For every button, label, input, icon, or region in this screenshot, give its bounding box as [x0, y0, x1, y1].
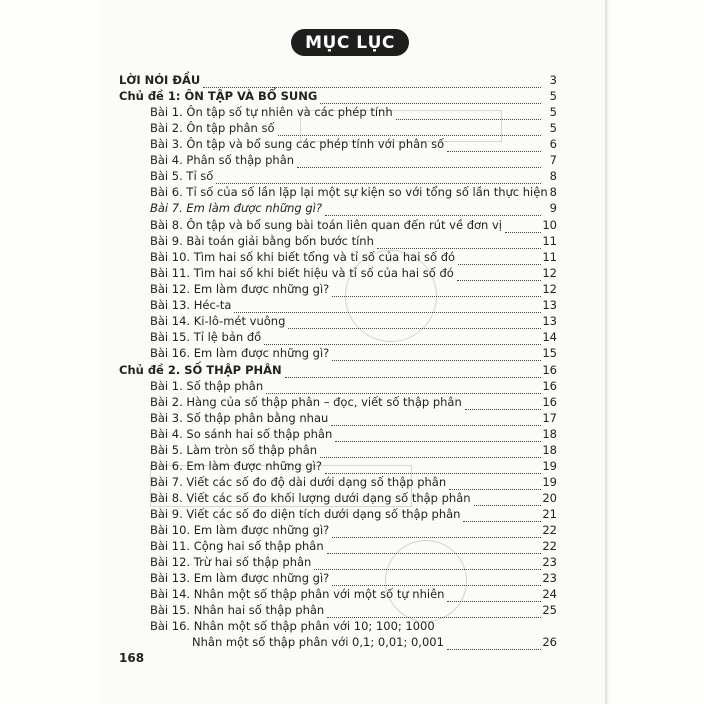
toc-entry: [150, 459, 557, 473]
dot-leader: [332, 282, 541, 297]
toc-entry-title: Bài 6. Em làm được những gì?: [150, 459, 322, 473]
toc-page-number: 10: [542, 218, 557, 232]
dot-leader: [332, 571, 541, 586]
toc-page-number: 8: [549, 169, 557, 183]
dot-leader: [327, 603, 541, 618]
toc-entry: [150, 603, 557, 617]
toc-entry-title: Bài 5. Tỉ số: [150, 169, 214, 183]
dot-leader: [325, 201, 541, 216]
toc-page-number: 12: [542, 266, 557, 280]
toc-heading: [119, 89, 557, 103]
toc-entry: [150, 379, 557, 393]
toc-page-number: 5: [549, 105, 557, 119]
toc-entry: [192, 635, 557, 649]
dot-leader: [285, 363, 541, 378]
toc-entry-title: Bài 6. Tỉ số của số lần lặp lại một sự kiện so với tổng số lần thực hiện: [150, 185, 548, 199]
toc-entry-title: Bài 14. Nhân một số thập phân với một số tự nhiên: [150, 587, 445, 601]
dot-leader: [234, 298, 541, 313]
toc-page-number: 24: [542, 587, 557, 601]
toc-page-number: 6: [549, 137, 557, 151]
toc-entry: [150, 443, 557, 457]
toc-page-number: 22: [542, 539, 557, 553]
toc-page-number: 3: [549, 73, 557, 87]
toc-page-number: 21: [542, 507, 557, 521]
dot-leader: [320, 443, 541, 458]
toc-page-number: 5: [549, 121, 557, 135]
dot-leader: [266, 379, 541, 394]
toc-page-number: 19: [542, 459, 557, 473]
toc-entry-title: Bài 4. Phân số thập phân: [150, 153, 295, 167]
toc-page-number: 13: [542, 298, 557, 312]
toc-entry: [150, 266, 557, 280]
toc-page-number: 8: [549, 185, 557, 199]
toc-entry: [150, 234, 557, 248]
toc-entry: [150, 411, 557, 425]
toc-entry: [150, 330, 557, 344]
toc-entry: [150, 523, 557, 537]
toc-entry: [150, 282, 557, 296]
toc-entry-title: Bài 16. Nhân một số thập phân với 10; 100; 1000: [150, 619, 435, 633]
dot-leader: [332, 346, 541, 361]
toc-entry-title: Bài 13. Em làm được những gì?: [150, 571, 330, 585]
toc-entry: [150, 218, 557, 232]
toc-page-number: 11: [542, 250, 557, 264]
toc-page-number: 13: [542, 314, 557, 328]
toc-entry: [150, 427, 557, 441]
toc-entry-title: Bài 10. Tìm hai số khi biết tổng và tỉ số của hai số đó: [150, 250, 456, 264]
toc-entry: [150, 475, 557, 489]
toc-page-number: 16: [542, 395, 557, 409]
toc-entry: [150, 587, 557, 601]
toc-entry: [150, 153, 557, 167]
toc-entry-title: Bài 8. Ôn tập và bổ sung bài toán liên quan đến rút về đơn vị: [150, 218, 502, 232]
toc-entry: [150, 201, 557, 215]
toc-page-number: 16: [542, 363, 557, 377]
toc-entry: [150, 121, 557, 135]
toc-page-number: 7: [549, 153, 557, 167]
toc-entry: [150, 571, 557, 585]
toc-page-number: 23: [542, 555, 557, 569]
toc-entry: [150, 346, 557, 360]
toc-entry-title: Bài 15. Tỉ lệ bản đồ: [150, 330, 262, 344]
toc-page-number: 20: [542, 491, 557, 505]
toc-entry-title: Bài 14. Ki-lô-mét vuông: [150, 314, 286, 328]
dot-leader: [331, 411, 541, 426]
dot-leader: [320, 89, 541, 104]
toc-entry: [150, 105, 557, 119]
toc-page-number: 18: [542, 443, 557, 457]
dot-leader: [377, 234, 541, 249]
toc-entry-title: Bài 13. Héc-ta: [150, 298, 232, 312]
toc-page-number: 17: [542, 411, 557, 425]
dot-leader: [332, 523, 541, 538]
page-number: 168: [119, 651, 145, 665]
toc-entry-title: Nhân một số thập phân với 0,1; 0,01; 0,001: [192, 635, 444, 649]
toc-entry-title: Bài 2. Ôn tập phân số: [150, 121, 275, 135]
dot-leader: [325, 459, 541, 474]
toc-entry: [150, 169, 557, 183]
dot-leader: [203, 73, 541, 88]
toc-entry: [150, 250, 557, 264]
toc-entry: [150, 555, 557, 569]
toc-entry-title: Bài 3. Ôn tập và bổ sung các phép tính với phân số: [150, 137, 445, 151]
toc-entry: [150, 619, 557, 633]
dot-leader: [264, 330, 541, 345]
toc-entry-title: Bài 9. Bài toán giải bằng bốn bước tính: [150, 234, 374, 248]
toc-entry-title: Bài 7. Em làm được những gì?: [150, 201, 322, 215]
toc-entry-title: Chủ đề 1: ÔN TẬP VÀ BỔ SUNG: [119, 89, 318, 103]
toc-entry-title: Bài 12. Em làm được những gì?: [150, 282, 330, 296]
toc-entry: [150, 491, 557, 505]
toc-entry-title: Bài 5. Làm tròn số thập phân: [150, 443, 318, 457]
dot-leader: [278, 121, 541, 136]
toc-entry-title: Bài 7. Viết các số đo độ dài dưới dạng số thập phân: [150, 475, 447, 489]
toc-entry: [150, 314, 557, 328]
dot-leader: [314, 555, 541, 570]
dot-leader: [327, 539, 541, 554]
toc-entry: [150, 137, 557, 151]
toc-entry: [150, 395, 557, 409]
toc-entry-title: LỜI NÓI ĐẦU: [119, 73, 201, 87]
toc-page-number: 23: [542, 571, 557, 585]
toc-entry-title: Bài 9. Viết các số đo diện tích dưới dạng số thập phân: [150, 507, 461, 521]
toc-entry: [150, 507, 557, 521]
toc-entry-title: Bài 1. Ôn tập số tự nhiên và các phép tính: [150, 105, 393, 119]
toc-entry-title: Bài 11. Tìm hai số khi biết hiệu và tỉ số của hai số đó: [150, 266, 454, 280]
toc-page-number: 18: [542, 427, 557, 441]
dot-leader: [216, 169, 541, 184]
toc-page-number: 26: [542, 635, 557, 649]
toc-entry-title: Bài 11. Cộng hai số thập phân: [150, 539, 324, 553]
dot-leader: [288, 314, 541, 329]
toc-heading: [119, 73, 557, 87]
toc-entry-title: Bài 3. Số thập phân bằng nhau: [150, 411, 329, 425]
toc-entry-title: Bài 4. So sánh hai số thập phân: [150, 427, 333, 441]
toc-entry-title: Bài 8. Viết các số đo khối lượng dưới dạng số thập phân: [150, 491, 471, 505]
toc-heading: [119, 363, 557, 377]
toc-entry-title: Bài 10. Em làm được những gì?: [150, 523, 330, 537]
toc-entry-title: Bài 16. Em làm được những gì?: [150, 346, 330, 360]
toc-page-number: 14: [542, 330, 557, 344]
toc-entry: [150, 539, 557, 553]
toc-entry-title: Bài 1. Số thập phân: [150, 379, 264, 393]
toc-entry-title: Bài 12. Trừ hai số thập phân: [150, 555, 312, 569]
toc-page-number: 25: [542, 603, 557, 617]
page-title: MỤC LỤC: [291, 29, 409, 56]
toc-page-number: 16: [542, 379, 557, 393]
toc-page-number: 5: [549, 89, 557, 103]
toc-page-number: 19: [542, 475, 557, 489]
dot-leader: [396, 105, 541, 120]
toc-page-number: 22: [542, 523, 557, 537]
toc-entry: [150, 298, 557, 312]
toc-entry-title: Chủ đề 2. SỐ THẬP PHÂN: [119, 363, 282, 377]
toc-page-number: 12: [542, 282, 557, 296]
toc-page-number: 9: [549, 201, 557, 215]
toc-entry-title: Bài 15. Nhân hai số thập phân: [150, 603, 325, 617]
toc-entry: [150, 185, 557, 199]
toc-page-number: 11: [542, 234, 557, 248]
toc-page-number: 15: [542, 346, 557, 360]
toc-entry-title: Bài 2. Hàng của số thập phân – đọc, viết số thập phân: [150, 395, 462, 409]
dot-leader: [335, 427, 541, 442]
dot-leader: [297, 153, 541, 168]
